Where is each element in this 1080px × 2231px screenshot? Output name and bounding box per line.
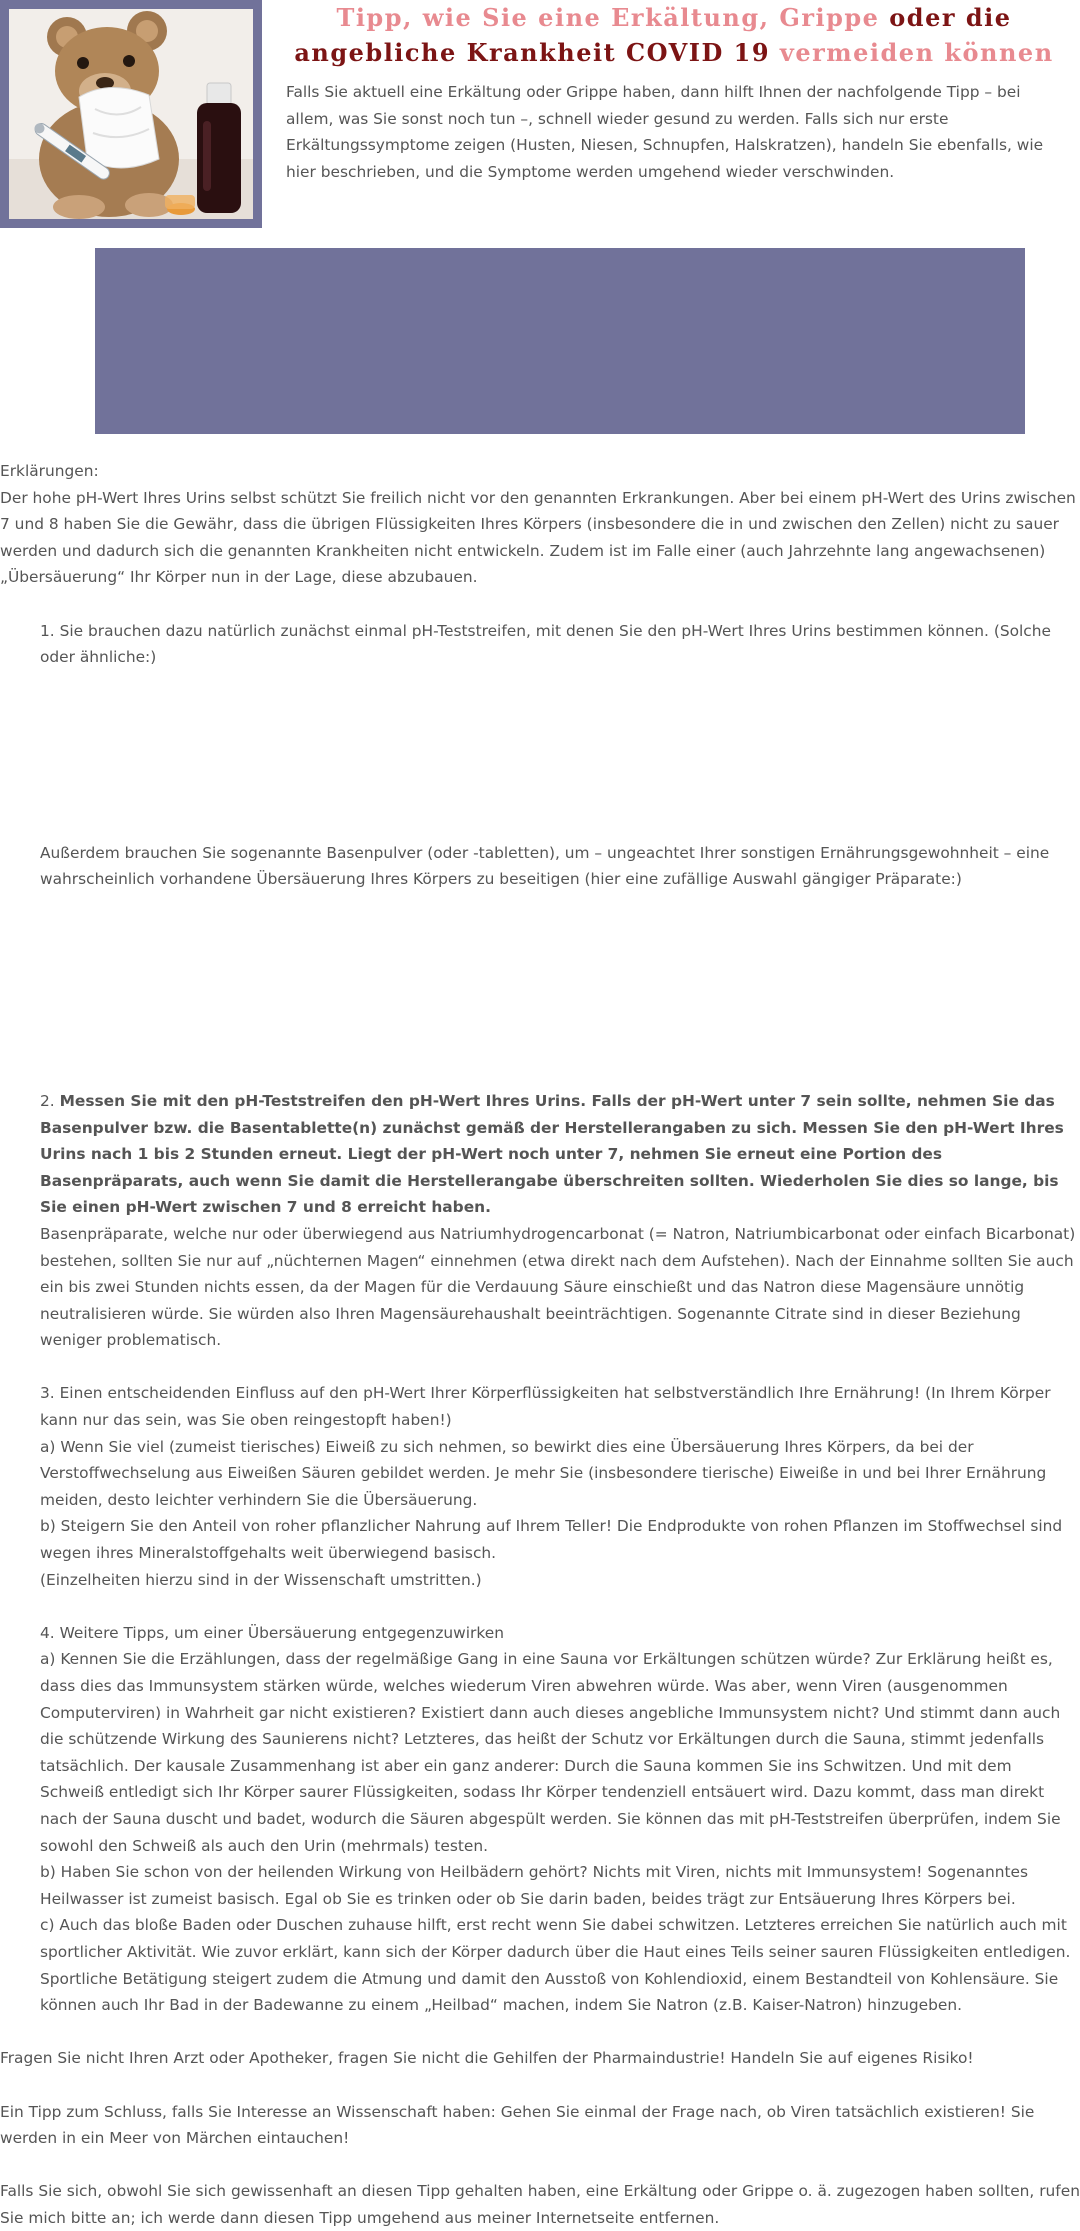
step-3-note: (Einzelheiten hierzu sind in der Wissenschaft umstritten.)	[40, 1570, 482, 1589]
step-1-basenpulver: Außerdem brauchen Sie sogenannte Basenpulver (oder -tabletten), um – ungeachtet Ihrer sonstigen Ernährungsgewohnheit – eine wahrscheinlich vorhandene Übersäuerung Ihres Körpers zu beseitigen (hier eine zufällige Auswahl gängiger Präparate:)	[40, 843, 1050, 889]
step-3-b: b) Steigern Sie den Anteil von roher pflanzlicher Nahrung auf Ihrem Teller! Die Endprodukte von rohen Pflanzen im Stoffwechsel sind wegen ihres Mineralstoffgehalts weit überwiegend basisch.	[40, 1517, 1063, 1563]
closing-removal-note: Falls Sie sich, obwohl Sie sich gewissenhaft an diesen Tipp gehalten haben, eine Erkältung oder Grippe o. ä. zugezogen haben sollten, rufen Sie mich bitte an; ich werde dann diesen Tipp umgehend aus meiner Internetseite entfernen.	[0, 2182, 1080, 2227]
banner-placeholder	[95, 248, 1025, 434]
step-2-text: Basenpräparate, welche nur oder überwiegend aus Natriumhydrogencarbonat (= Natron, Natriumbicarbonat oder einfach Bicarbonat) bestehen, sollten Sie nur auf „nüchternen Magen“ einnehmen (etwa direkt nach dem Aufstehen). Nach der Einnahme sollten Sie auch ein bis zwei Stunden nichts essen, da der Magen für die Verdauung Säure einschießt und das Natron diese Magensäure unnötig neutralisieren würde. Sie würden also Ihren Magensäurehaushalt beeinträchtigen. Sogenannte Citrate sind in dieser Beziehung weniger problematisch.	[40, 1224, 1076, 1350]
step-4-b: b) Haben Sie schon von der heilenden Wirkung von Heilbädern gehört? Nichts mit Viren, nichts mit Immunsystem! Sogenanntes Heilwasser ist zumeist basisch. Egal ob Sie es trinken oder ob Sie darin baden, beides trägt zur Entsäuerung Ihres Körpers bei.	[40, 1863, 1028, 1908]
step-1-text: 1. Sie brauchen dazu natürlich zunächst einmal pH-Teststreifen, mit denen Sie den pH-Wert Ihres Urins bestimmen können. (Solche oder ähnliche:)	[40, 621, 1051, 667]
step-4-intro: 4. Weitere Tipps, um einer Übersäuerung entgegenzuwirken	[40, 1623, 504, 1642]
test-strips-image-area	[40, 671, 1080, 840]
article-body	[0, 458, 1080, 2231]
sick-teddy-bear-image	[9, 9, 253, 219]
title-part-1: Tipp, wie Sie eine Erkältung, Grippe	[336, 3, 890, 32]
step-4-a: a) Kennen Sie die Erzählungen, dass der regelmäßige Gang in eine Sauna vor Erkältungen schützen würde? Zur Erklärung heißt es, dass dies das Immunsystem stärken würde, welches wiederum Viren abwehren würde. Was aber, wenn Viren (ausgenommen Computerviren) in Wahrheit gar nicht existieren? Existiert dann auch dieses angebliche Immunsystem nicht? Und stimmt dann auch die schützende Wirkung des Saunierens nicht? Letzteres, das heißt der Schutz vor Erkältungen durch die Sauna, stimmt jedenfalls tatsächlich. Der kausale Zusammenhang ist aber ein ganz anderer: Durch die Sauna kommen Sie ins Schwitzen. Und mit dem Schweiß entledigt sich Ihr Körper saurer Flüssigkeiten, sodass Ihr Körper tendenziell entsäuert wird. Dazu kommt, dass man direkt nach der Sauna duscht und badet, wodurch die Säuren abgespült werden. Sie können das mit pH-Teststreifen überprüfen, indem Sie sowohl den Schweiß als auch den Urin (mehrmals) testen.	[40, 1650, 1061, 1855]
step-3-intro: 3. Einen entscheidenden Einfluss auf den pH-Wert Ihrer Körperflüssigkeiten hat selbstverständlich Ihre Ernährung! (In Ihrem Körper kann nur das sein, was Sie oben reingestopft haben!)	[40, 1384, 1051, 1430]
step-2-instructions: Messen Sie mit den pH-Teststreifen den pH-Wert Ihres Urins. Falls der pH-Wert unter 7 sein sollte, nehmen Sie das Basenpulver bzw. die Basentablette(n) zunächst gemäß der Herstellerangaben zu sich. Messen Sie den pH-Wert Ihres Urins nach 1 bis 2 Stunden erneut. Liegt der pH-Wert noch unter 7, nehmen Sie erneut eine Portion des Basenpräparats, auch wenn Sie damit die Herstellerangabe überschreiten sollten. Wiederholen Sie dies so lange, bis Sie einen pH-Wert zwischen 7 und 8 erreicht haben.	[40, 1091, 1064, 1217]
step-3-a: a) Wenn Sie viel (zumeist tierisches) Eiweiß zu sich nehmen, so bewirkt dies eine Übersäuerung Ihres Körpers, da bei der Verstoffwechselung aus Eiweißen Säuren gebildet werden. Je mehr Sie (insbesondere tierische) Eiweiße in und bei Ihrer Ernährung meiden, desto leichter verhindern Sie die Übersäuerung.	[40, 1437, 1047, 1509]
closing-science-tip: Ein Tipp zum Schluss, falls Sie Interesse an Wissenschaft haben: Gehen Sie einmal der Frage nach, ob Viren tatsächlich existieren! Sie werden in ein Meer von Märchen eintauchen!	[0, 2102, 1035, 2148]
page-title	[284, 0, 1064, 70]
base-powder-image-area	[40, 893, 1080, 1088]
step-2-number: 2.	[40, 1091, 60, 1110]
steps-list	[40, 618, 1080, 2019]
explanations-text: Der hohe pH-Wert Ihres Urins selbst schützt Sie freilich nicht vor den genannten Erkrankungen. Aber bei einem pH-Wert des Urins zwischen 7 und 8 haben Sie die Gewähr, dass die übrigen Flüssigkeiten Ihres Körpers (insbesondere die in und zwischen den Zellen) nicht zu sauer werden und dadurch sich die genannten Krankheiten nicht entwickeln. Zudem ist im Falle einer (auch Jahrzehnte lang angewachsenen) „Übersäuerung“ Ihr Körper nun in der Lage, diese abzubauen.	[0, 488, 1076, 587]
title-part-2: oder die angebliche Krankheit COVID 19	[294, 3, 1012, 67]
step-4-c: c) Auch das bloße Baden oder Duschen zuhause hilft, erst recht wenn Sie dabei schwitzen. Letzteres erreichen Sie natürlich auch mit sportlicher Aktivität. Wie zuvor erklärt, kann sich der Körper dadurch über die Haut eines Teils seiner sauren Flüssigkeiten entledigen. Sportliche Betätigung steigert zudem die Atmung und damit den Ausstoß von Kohlendioxid, einem Bestandteil von Kohlensäure. Sie können auch Ihr Bad in der Badewanne zu einem „Heilbad“ machen, indem Sie Natron (z.B. Kaiser-Natron) hinzugeben.	[40, 1916, 1071, 2015]
step-2	[40, 1088, 1080, 1221]
intro-paragraph: Falls Sie aktuell eine Erkältung oder Grippe haben, dann hilft Ihnen der nachfolgende Tipp – bei allem, was Sie sonst noch tun –, schnell wieder gesund zu werden. Falls sich nur erste Erkältungssymptome zeigen (Husten, Niesen, Schnupfen, Halskratzen), handeln Sie ebenfalls, wie hier beschrieben, und die Symptome werden umgehend wieder verschwinden.	[286, 83, 1044, 181]
explanations-heading: Erklärungen:	[0, 462, 99, 480]
title-part-3: vermeiden können	[770, 38, 1054, 67]
closing-warning: Fragen Sie nicht Ihren Arzt oder Apotheker, fragen Sie nicht die Gehilfen der Pharmaindustrie! Handeln Sie auf eigenes Risiko!	[0, 2049, 974, 2068]
teddy-bear-illustration-frame	[0, 0, 262, 228]
